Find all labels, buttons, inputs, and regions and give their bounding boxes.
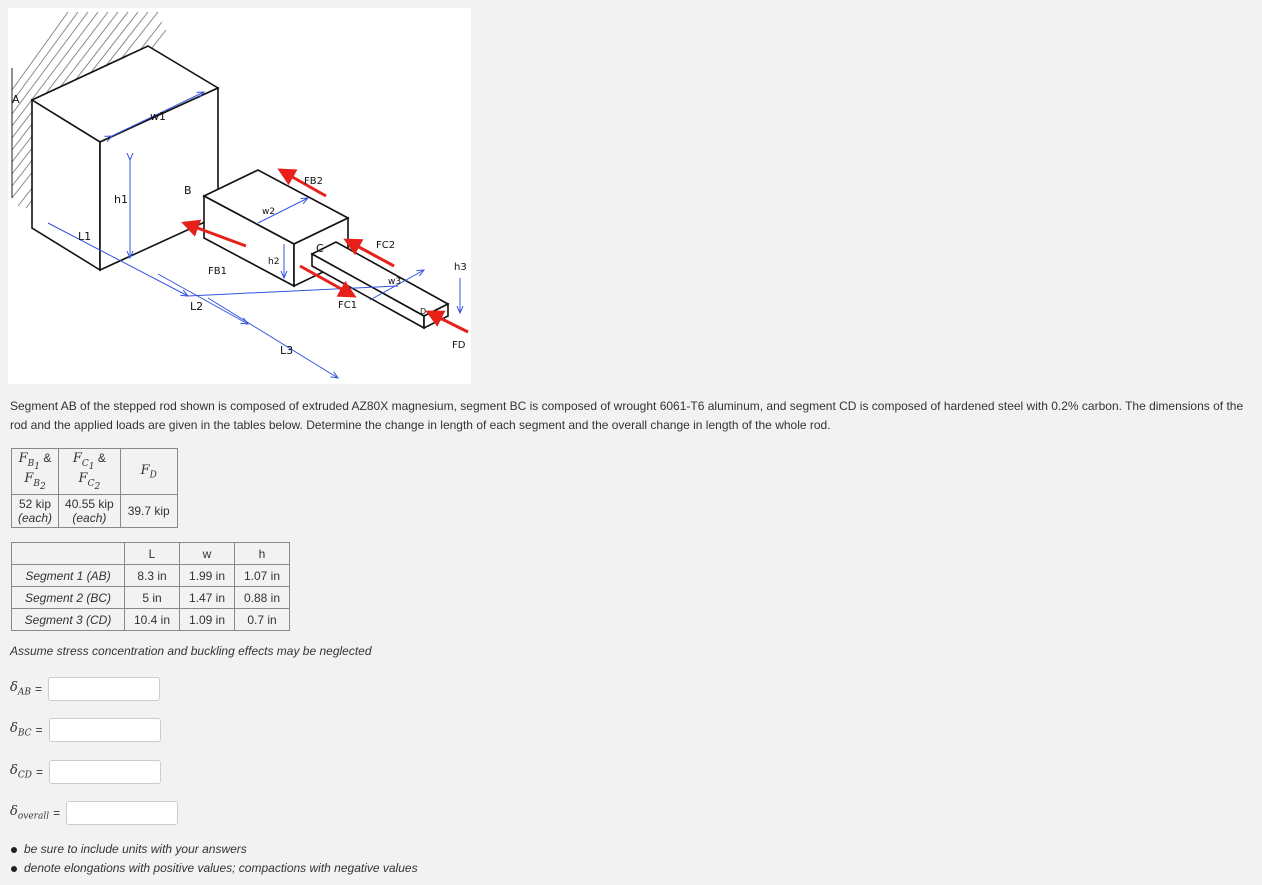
delta-overall-input[interactable] <box>66 801 178 825</box>
bullet-icon <box>11 866 17 872</box>
table-row <box>12 587 290 609</box>
segment-width: 1.99 in <box>180 565 235 587</box>
segment-width: 1.09 in <box>180 609 235 631</box>
answer-row-cd <box>10 758 161 786</box>
l2-label: L2 <box>190 300 204 313</box>
equals-sign: = <box>53 806 61 820</box>
equals-sign: = <box>35 723 43 737</box>
segment-length: 10.4 in <box>125 609 180 631</box>
loads-value-row <box>12 494 178 527</box>
segment-length: 5 in <box>125 587 180 609</box>
dims-header-l: L <box>125 543 180 565</box>
delta-cd-input[interactable] <box>49 760 161 784</box>
delta-ab-label: $\delta_{AB}$ <box>10 680 31 698</box>
delta-bc-label: $\delta_{BC}$ <box>10 721 32 739</box>
point-c-label: C <box>316 242 324 255</box>
fd-value-cell: 39.7 kip <box>120 494 177 527</box>
header-fd: $F_D$ <box>120 449 177 495</box>
delta-ab-input[interactable] <box>48 677 160 701</box>
l1-label: L1 <box>78 230 92 243</box>
fb-value-cell: 52 kip (each) <box>12 494 59 527</box>
segment-name: Segment 3 (CD) <box>12 609 125 631</box>
segment-length: 8.3 in <box>125 565 180 587</box>
dimensions-table <box>11 542 290 631</box>
segment-1-box <box>32 46 218 270</box>
w2-label: w2 <box>262 207 276 217</box>
dims-header-w: w <box>180 543 235 565</box>
answer-row-bc <box>10 716 161 744</box>
header-fb: $F_{B_1}$ & $F_{B_2}$ <box>12 449 59 495</box>
stepped-rod-figure <box>8 8 471 384</box>
header-fc: $F_{C_1}$ & $F_{C_2}$ <box>59 449 121 495</box>
fb1-label: FB1 <box>208 266 227 277</box>
fd-label: FD <box>452 340 466 351</box>
fb2-label: FB2 <box>304 176 323 187</box>
list-item: be sure to include units with your answers <box>10 840 418 859</box>
fc2-label: FC2 <box>376 240 396 251</box>
loads-table <box>11 448 178 528</box>
w3-label: w3 <box>388 277 402 287</box>
dims-header-blank <box>12 543 125 565</box>
table-row <box>12 565 290 587</box>
stepped-rod-drawing <box>8 8 471 384</box>
table-row <box>12 609 290 631</box>
h1-label: h1 <box>114 193 128 206</box>
segment-name: Segment 2 (BC) <box>12 587 125 609</box>
l3-label: L3 <box>280 344 294 357</box>
w1-label: w1 <box>150 110 166 123</box>
answer-row-overall <box>10 799 178 827</box>
answer-notes <box>10 840 418 878</box>
segment-height: 1.07 in <box>235 565 290 587</box>
segment-width: 1.47 in <box>180 587 235 609</box>
h3-label: h3 <box>454 262 467 273</box>
answer-row-ab <box>10 675 160 703</box>
point-d-label: D <box>420 307 427 316</box>
delta-cd-label: $\delta_{CD}$ <box>10 763 32 781</box>
segment-height: 0.88 in <box>235 587 290 609</box>
segment-height: 0.7 in <box>235 609 290 631</box>
loads-header-row <box>12 449 178 495</box>
problem-statement: Segment AB of the stepped rod shown is composed of extruded AZ80X magnesium, segment BC is composed of wrought 6061-T6 aluminum, and segment CD is composed of hardened steel with 0.2% carbon. The dimensions of the rod and the applied loads are given in the tables below. Determine the change in length of each segment and the overall change in length of the whole rod. <box>10 399 1244 432</box>
h2-label: h2 <box>268 257 280 267</box>
point-a-label: A <box>12 93 20 106</box>
bullet-icon <box>11 847 17 853</box>
point-b-label: B <box>184 184 192 197</box>
fc1-label: FC1 <box>338 300 358 311</box>
dims-header-h: h <box>235 543 290 565</box>
delta-overall-label: $\delta_{overall}$ <box>10 804 50 822</box>
equals-sign: = <box>34 682 42 696</box>
segment-name: Segment 1 (AB) <box>12 565 125 587</box>
assumption-note: Assume stress concentration and buckling effects may be neglected <box>10 644 372 658</box>
fc-value-cell: 40.55 kip (each) <box>59 494 121 527</box>
equals-sign: = <box>35 765 43 779</box>
delta-bc-input[interactable] <box>49 718 161 742</box>
list-item: denote elongations with positive values; compactions with negative values <box>10 859 418 878</box>
dims-header-row <box>12 543 290 565</box>
